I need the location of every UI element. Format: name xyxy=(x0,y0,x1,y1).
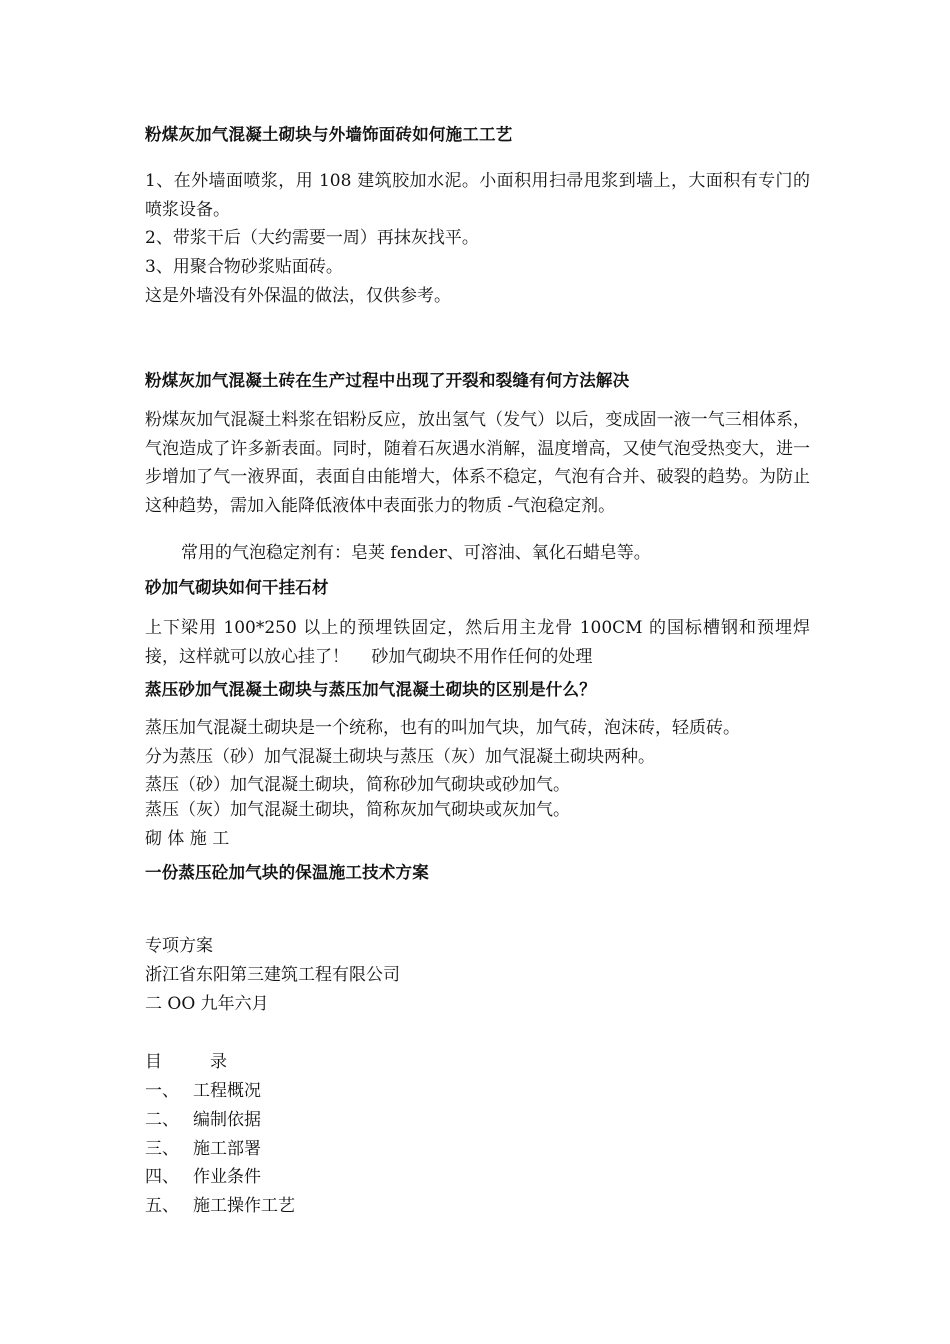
toc-item-number: 一、 xyxy=(145,1081,179,1101)
toc-title xyxy=(145,1048,227,1077)
section-heading-1: 粉煤灰加气混凝土砌块与外墙饰面砖如何施工工艺 xyxy=(145,125,513,144)
toc-item xyxy=(145,1192,295,1221)
toc-item-title: 施工部署 xyxy=(193,1139,261,1159)
section-1-paragraph-4: 这是外墙没有外保温的做法，仅供参考。 xyxy=(145,286,451,306)
toc-item xyxy=(145,1077,261,1106)
toc-item xyxy=(145,1163,261,1192)
toc-item-title: 工程概况 xyxy=(193,1081,261,1101)
section-2-paragraph-2: 常用的气泡稳定剂有：皂荚 fender、可溶油、氧化石蜡皂等。 xyxy=(181,543,651,563)
section-4-paragraph-1: 蒸压加气混凝土砌块是一个统称，也有的叫加气块，加气砖，泡沫砖，轻质砖。 xyxy=(145,718,740,738)
toc-item-title: 施工操作工艺 xyxy=(193,1196,295,1216)
section-heading-4: 蒸压砂加气混凝土砌块与蒸压加气混凝土砌块的区别是什么？ xyxy=(145,680,596,699)
toc-item-title: 作业条件 xyxy=(193,1167,261,1187)
toc-item xyxy=(145,1135,261,1164)
section-4-paragraph-3: 蒸压（砂）加气混凝土砌块，简称砂加气砌块或砂加气。 xyxy=(145,775,570,795)
section-2-paragraph-1: 粉煤灰加气混凝土料浆在铝粉反应，放出氢气（发气）以后，变成固一液一气三相体系，气泡造成了许多新表面。同时，随着石灰遇水消解，温度增高，又使气泡受热变大，进一步增加了气一液界面，表面自由能增大，体系不稳定，气泡有合并、破裂的趋势。为防止这种趋势，需加入能降低液体中表面张力的物质 -气泡稳定剂。 xyxy=(145,410,810,516)
cover-date: 二 OO 九年六月 xyxy=(145,994,269,1014)
toc-title-left: 目 xyxy=(145,1052,162,1072)
cover-doc-type: 专项方案 xyxy=(145,936,213,956)
toc-title-right: 录 xyxy=(210,1052,227,1072)
section-1-paragraph-3: 3、用聚合物砂浆贴面砖。 xyxy=(145,257,343,277)
section-4-paragraph-4: 蒸压（灰）加气混凝土砌块，简称灰加气砌块或灰加气。 xyxy=(145,800,570,820)
toc-item-title: 编制依据 xyxy=(193,1110,261,1130)
toc-item-number: 五、 xyxy=(145,1196,179,1216)
section-heading-3: 砂加气砌块如何干挂石材 xyxy=(145,578,329,597)
section-heading-5: 一份蒸压砼加气块的保温施工技术方案 xyxy=(145,863,429,882)
cover-company: 浙江省东阳第三建筑工程有限公司 xyxy=(145,965,400,985)
toc-item xyxy=(145,1106,261,1135)
section-1-paragraph-2: 2、带浆干后（大约需要一周）再抹灰找平。 xyxy=(145,228,479,248)
section-heading-2: 粉煤灰加气混凝土砖在生产过程中出现了开裂和裂缝有何方法解决 xyxy=(145,371,630,390)
toc-item-number: 四、 xyxy=(145,1167,179,1187)
toc-item-number: 三、 xyxy=(145,1139,179,1159)
section-4-paragraph-5: 砌 体 施 工 xyxy=(145,829,230,849)
section-3-paragraph-1: 上下梁用 100*250 以上的预埋铁固定，然后用主龙骨 100CM 的国标槽钢和预埋焊接，这样就可以放心挂了！ 砂加气砌块不用作任何的处理 xyxy=(145,618,810,667)
section-4-paragraph-2: 分为蒸压（砂）加气混凝土砌块与蒸压（灰）加气混凝土砌块两种。 xyxy=(145,747,655,767)
section-1-paragraph-1: 1、在外墙面喷浆，用 108 建筑胶加水泥。小面积用扫帚甩浆到墙上，大面积有专门的喷浆设备。 xyxy=(145,171,810,220)
toc-item-number: 二、 xyxy=(145,1110,179,1130)
